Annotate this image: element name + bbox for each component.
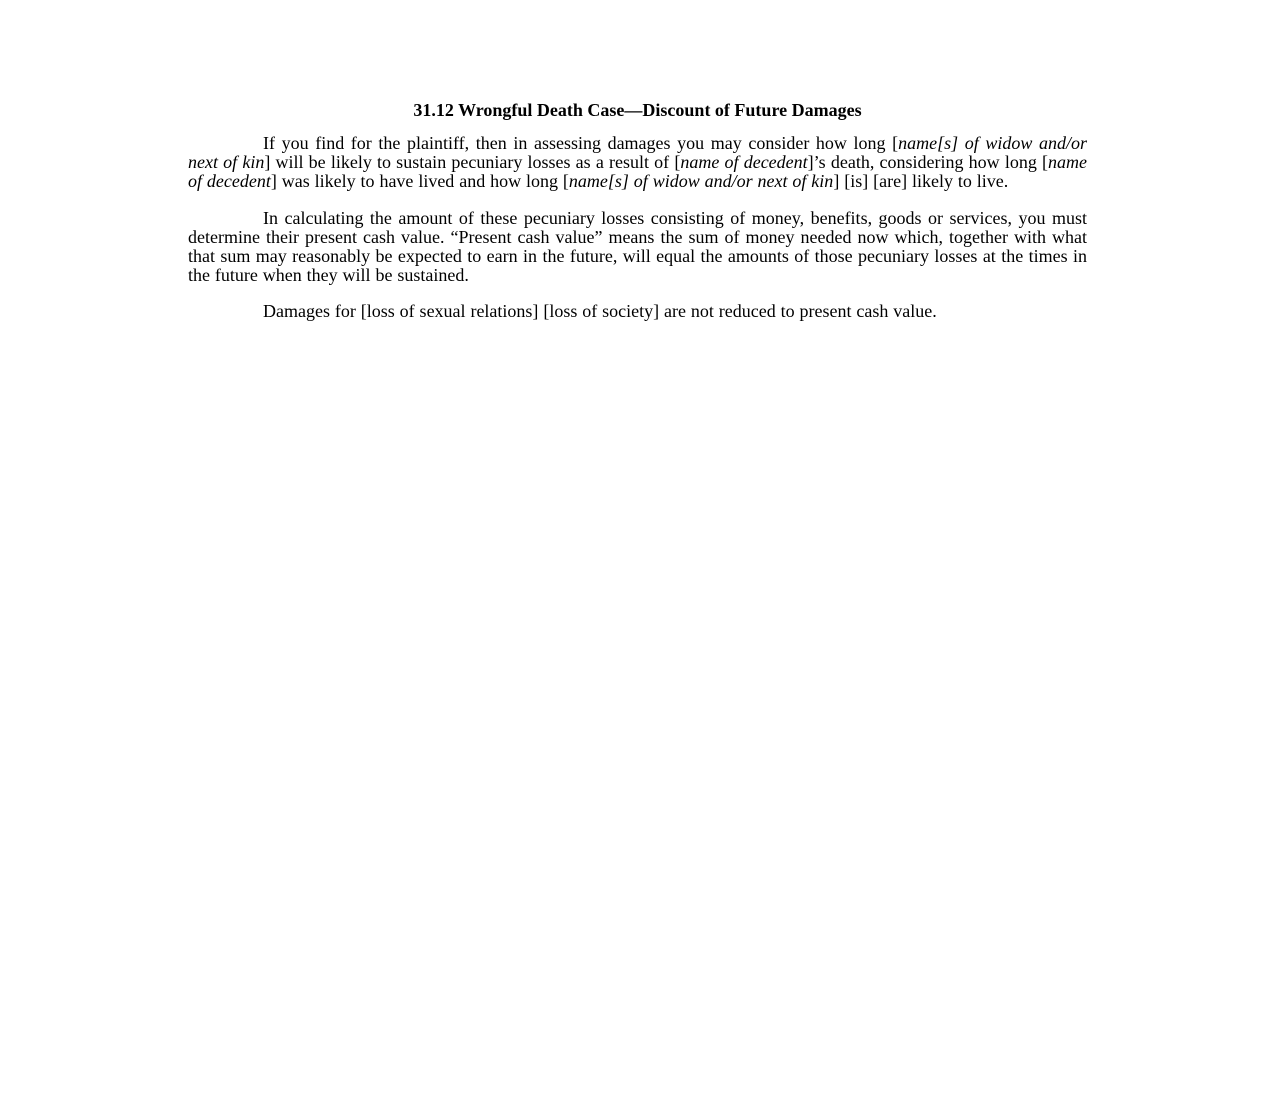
text-run: If you find for the plaintiff, then in assessing damages you may consider how long [ (263, 133, 899, 153)
text-run-italic: name of decedent (680, 152, 808, 173)
text-run: In calculating the amount of these pecuniary losses consisting of money, benefits, goods or services, you must determine their present cash value. “Present cash value” means the sum of money needed now which, together with what that sum may reasonably be expected to earn in the future, will equal the amounts of those pecuniary losses at the times in the future when they will be sustained. (188, 207, 1087, 286)
document-title: 31.12 Wrongful Death Case—Discount of Future Damages (413, 100, 862, 120)
text-run: ]’s death, considering how long [ (807, 152, 1049, 173)
text-run: ] will be likely to sustain pecuniary losses as a result of [ (264, 152, 681, 173)
text-run: Damages for [loss of sexual relations] [loss of society] are not reduced to present cash value. (263, 301, 937, 322)
text-run-italic: name[s] of widow and/or next of kin (568, 171, 834, 192)
paragraph-1 (188, 134, 1087, 192)
document-page (188, 99, 1087, 339)
text-run-italic: name[s] of widow and/or next of kin (188, 133, 1087, 173)
text-run: ] was likely to have lived and how long [ (270, 171, 569, 192)
paragraph-3 (188, 302, 1087, 321)
text-run-italic: name of decedent (188, 152, 1088, 192)
paragraph-2 (188, 209, 1087, 286)
text-run: ] [is] [are] likely to live. (833, 171, 1009, 192)
